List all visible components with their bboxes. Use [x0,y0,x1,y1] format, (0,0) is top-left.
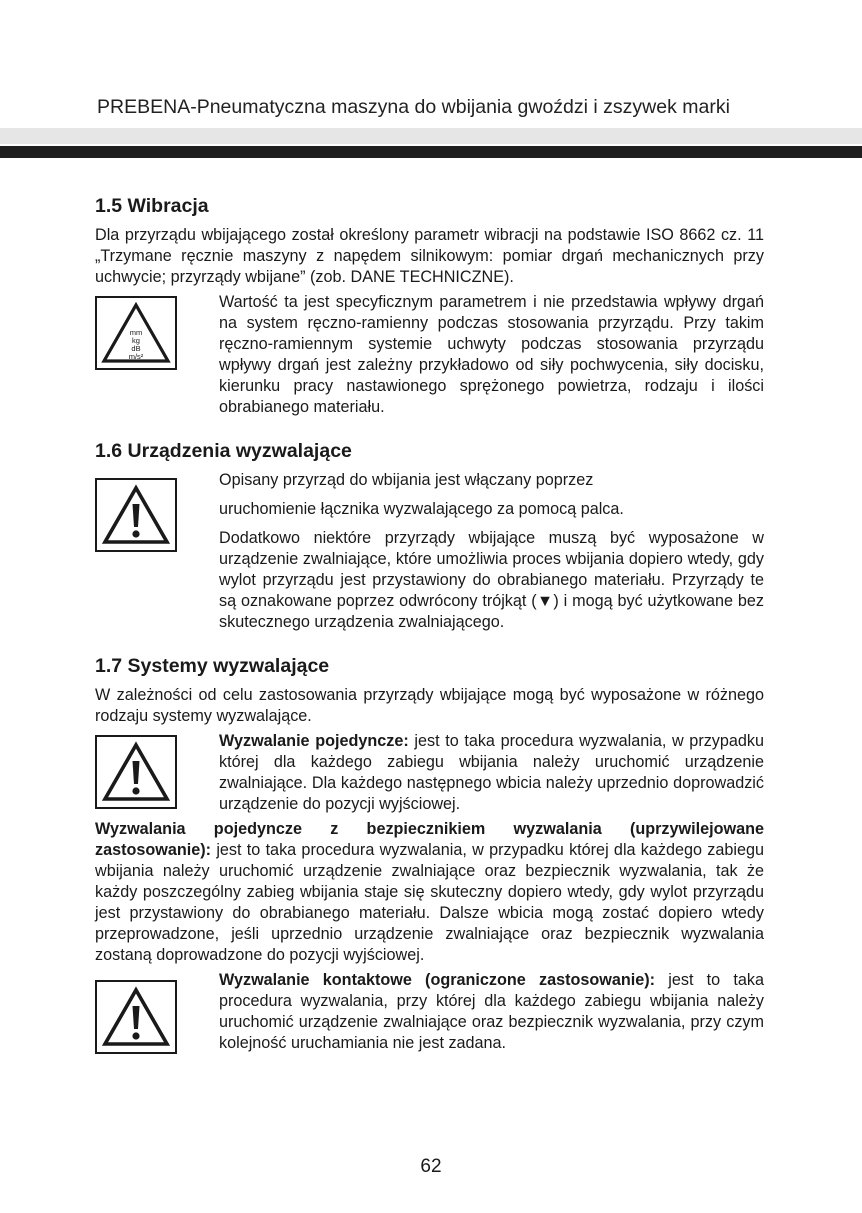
page-header-title: PREBENA-Pneumatyczna maszyna do wbijania gwoździ i zszywek marki [97,96,730,118]
single-trigger-term: Wyzwalanie pojedyncze: [219,732,409,750]
vibration-warning-icon [95,296,177,370]
icon-label-mm: mm [129,328,143,337]
warning-triangle-icon [95,478,177,552]
vibration-intro: Dla przyrządu wbijającego został określony parametr wibracji na podstawie ISO 8662 cz. 11 „Trzymane ręcznie maszyny z napędem silnikowym: pomiar drgań mechanicznych przy uchwycie; przyrządy wbijane” (zob. DANE TECHNICZNE). [95,226,764,286]
warning-triangle-icon [95,980,177,1054]
safety-trigger-term: Wyzwalania pojedyncze z bezpiecznikiem wyzwalania (uprzywilejowane zastosowanie): [95,820,764,859]
single-trigger-paragraph [219,731,764,815]
section-vibration [95,194,764,418]
icon-label-db: dB [131,344,141,353]
header-band-light [0,128,862,144]
single-trigger-description: jest to taka procedura wyzwalania, w przypadku której dla każdego zabiegu wbijania należy uruchomić urządzenie zwalniające. Dla każdego następnego wbicia należy uprzednio doprowadzić urządzenie do pozycji wyjściowej. [219,732,764,813]
section-heading-trigger-devices: 1.6 Urządzenia wyzwalające [95,440,352,462]
section-heading-trigger-systems: 1.7 Systemy wyzwalające [95,655,330,677]
icon-label-kg: kg [132,336,140,345]
safety-trigger-paragraph [95,819,764,966]
trigger-devices-line-1: Opisany przyrząd do wbijania jest włączany poprzez [219,471,594,489]
trigger-devices-line-2: uruchomienie łącznika wyzwalającego za pomocą palca. [219,500,624,518]
contact-trigger-side-text [219,970,764,1054]
safety-trigger-description: jest to taka procedura wyzwalania, w przypadku której dla każdego zabiegu wbijania należy uruchomić urządzenie zwalniające oraz bezpiecznik wyzwalania, tak że każdy poszczególny zabieg wbijania staje się skuteczny dopiero wtedy, gdy wylot przyrządu jest przystawiony do obrabianego materiału. Dalsze wbicia mogą zostać dopiero wtedy przeprowadzone, jeśli uprzednio urządzenie zwalniające oraz bezpiecznik wyzwalania zostaną doprowadzone do pozycji wyjściowej. [95,841,764,964]
header-band-dark [0,146,862,158]
page-content [95,194,764,1054]
trigger-systems-intro: W zależności od celu zastosowania przyrządy wbijające mogą być wyposażone w różnego rodzaju systemy wyzwalające. [95,686,764,725]
section-trigger-devices [95,439,764,633]
trigger-devices-paragraph: Dodatkowo niektóre przyrządy wbijające muszą być wyposażone w urządzenie zwalniające, które umożliwia proces wbijania dopiero wtedy, gdy wylot przyrządu jest przystawiony do obrabianego materiału. Przyrządy te są oznakowane poprzez odwrócony trójkąt (▼) i mogą być użytkowane bez skutecznego urządzenia zwalniającego. [219,529,764,631]
contact-trigger-row [95,970,764,1054]
vibration-side-text [219,292,764,418]
trigger-devices-row [95,470,764,633]
section-heading-vibration: 1.5 Wibracja [95,195,209,217]
section-trigger-systems [95,654,764,1054]
vibration-row [95,292,764,418]
single-trigger-row [95,731,764,815]
contact-trigger-term: Wyzwalanie kontaktowe (ograniczone zastosowanie): [219,971,656,989]
single-trigger-side-text [219,731,764,815]
vibration-description: Wartość ta jest specyficznym parametrem i nie przedstawia wpływy drgań na system ręczno-ramienny podczas stosowania przyrządu. Przy takim ręczno-ramiennym systemie uchwyty podczas stosowania przyrządu wpływy drgań jest zależny przykładowo od siły pochwycenia, siły docisku, kierunku pracy nastawionego sprężonego powietrza, rodzaju i ilości obrabianego materiału. [219,293,764,416]
trigger-devices-side-text [219,470,764,633]
page-number: 62 [420,1156,442,1177]
warning-triangle-icon [95,735,177,809]
icon-label-ms2: m/s² [128,352,144,361]
contact-trigger-description: jest to taka procedura wyzwalania, przy której dla każdego zabiegu wbijania należy uruchomić urządzenie zwalniające oraz bezpiecznik wyzwalania, przy czym kolejność uruchamiania nie jest zadana. [219,971,764,1052]
contact-trigger-paragraph [219,970,764,1054]
